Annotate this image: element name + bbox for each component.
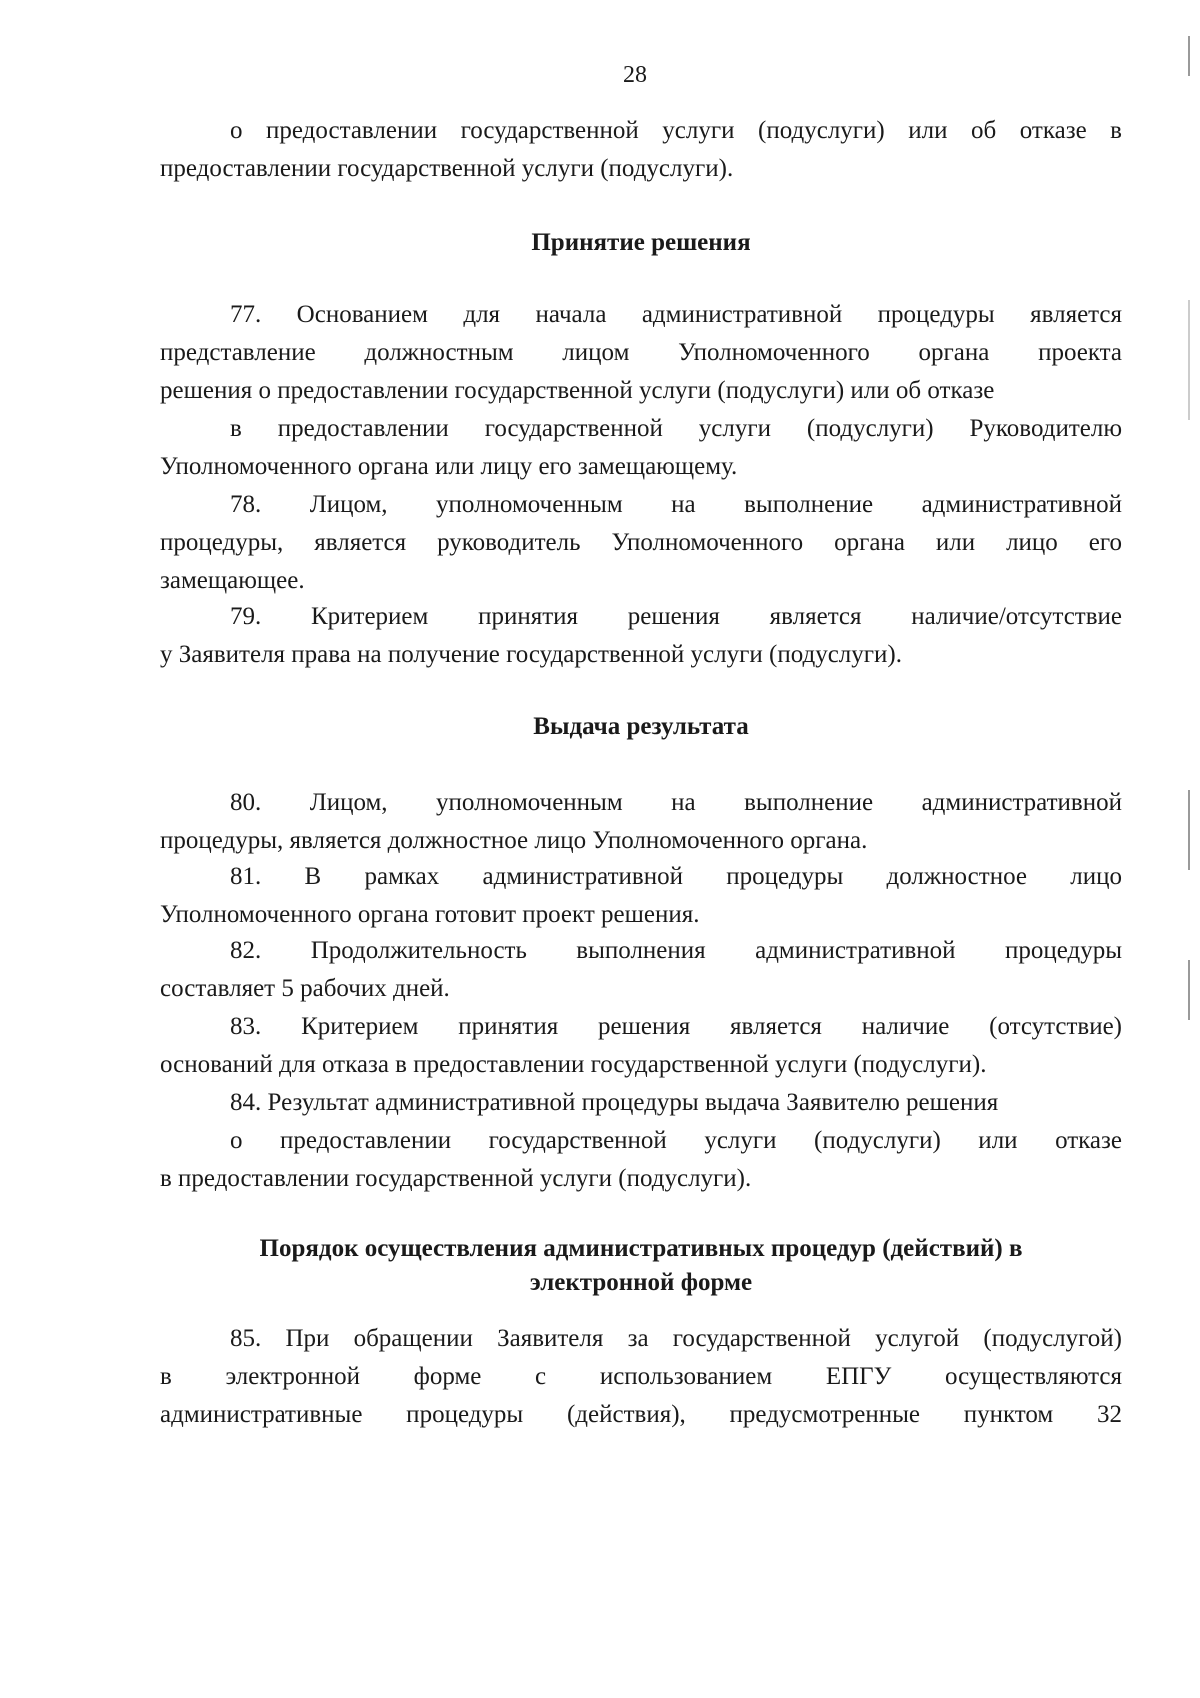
paragraph-line: 80. Лицом, уполномоченным на выполнение административной: [230, 789, 1122, 816]
paragraph-84: [160, 1084, 1122, 1198]
paragraph-line: процедуры, является должностное лицо Уполномоченного органа.: [160, 827, 868, 854]
paragraph-83: [160, 1008, 1122, 1084]
paragraph-80: [160, 784, 1122, 860]
paragraph-line: в предоставлении государственной услуги (подуслуги).: [160, 1165, 752, 1192]
page-number: 28: [623, 62, 647, 88]
paragraph-line: оснований для отказа в предоставлении государственной услуги (подуслуги).: [160, 1051, 987, 1078]
paragraph-line: Уполномоченного органа готовит проект решения.: [160, 901, 700, 928]
paragraph-line: решения о предоставлении государственной услуги (подуслуги) или об отказе: [160, 377, 995, 404]
paragraph-line: 78. Лицом, уполномоченным на выполнение административной: [230, 491, 1122, 518]
section-heading-line: электронной форме: [529, 1269, 753, 1296]
paragraph-78: [160, 486, 1122, 600]
intro-line: о предоставлении государственной услуги (подуслуги) или об отказе в: [230, 117, 1122, 144]
section-heading-decision: Принятие решения: [531, 229, 751, 256]
paragraph-line: 85. При обращении Заявителя за государственной услугой (подуслугой): [230, 1325, 1122, 1352]
paragraph-85: [160, 1320, 1122, 1434]
paragraph-line: представление должностным лицом Уполномоченного органа проекта: [160, 339, 1122, 366]
paragraph-line: 81. В рамках административной процедуры должностное лицо: [230, 863, 1122, 890]
paragraph-81: [160, 858, 1122, 934]
paragraph-line: процедуры, является руководитель Уполномоченного органа или лицо его: [160, 529, 1122, 556]
scan-artifact: [1188, 960, 1190, 1020]
intro-paragraph: [160, 112, 1122, 188]
paragraph-line: административные процедуры (действия), предусмотренные пунктом 32: [160, 1401, 1122, 1428]
paragraph-line: 83. Критерием принятия решения является наличие (отсутствие): [230, 1013, 1122, 1040]
paragraph-line: Уполномоченного органа или лицу его замещающему.: [160, 453, 738, 480]
paragraph-77: [160, 296, 1122, 486]
paragraph-line: 79. Критерием принятия решения является наличие/отсутствие: [230, 603, 1122, 630]
section-heading-line: Порядок осуществления административных процедур (действий) в: [259, 1235, 1023, 1262]
paragraph-line: замещающее.: [160, 567, 305, 594]
scan-artifact: [1188, 36, 1190, 76]
paragraph-line: о предоставлении государственной услуги (подуслуги) или отказе: [230, 1127, 1122, 1154]
section-heading-electronic: [160, 1232, 1122, 1300]
scan-artifact: [1188, 790, 1190, 870]
scan-artifact: [1188, 300, 1190, 420]
paragraph-line: 82. Продолжительность выполнения административной процедуры: [230, 937, 1122, 964]
intro-line: предоставлении государственной услуги (подуслуги).: [160, 155, 734, 182]
paragraph-line: в предоставлении государственной услуги (подуслуги) Руководителю: [230, 415, 1122, 442]
paragraph-line: у Заявителя права на получение государственной услуги (подуслуги).: [160, 641, 902, 668]
paragraph-82: [160, 932, 1122, 1008]
paragraph-79: [160, 598, 1122, 674]
paragraph-line: составляет 5 рабочих дней.: [160, 975, 450, 1002]
paragraph-line: в электронной форме с использованием ЕПГУ осуществляются: [160, 1363, 1122, 1390]
section-heading-result: Выдача результата: [533, 713, 749, 740]
paragraph-line: 77. Основанием для начала административной процедуры является: [230, 301, 1122, 328]
paragraph-line: 84. Результат административной процедуры выдача Заявителю решения: [230, 1089, 999, 1116]
